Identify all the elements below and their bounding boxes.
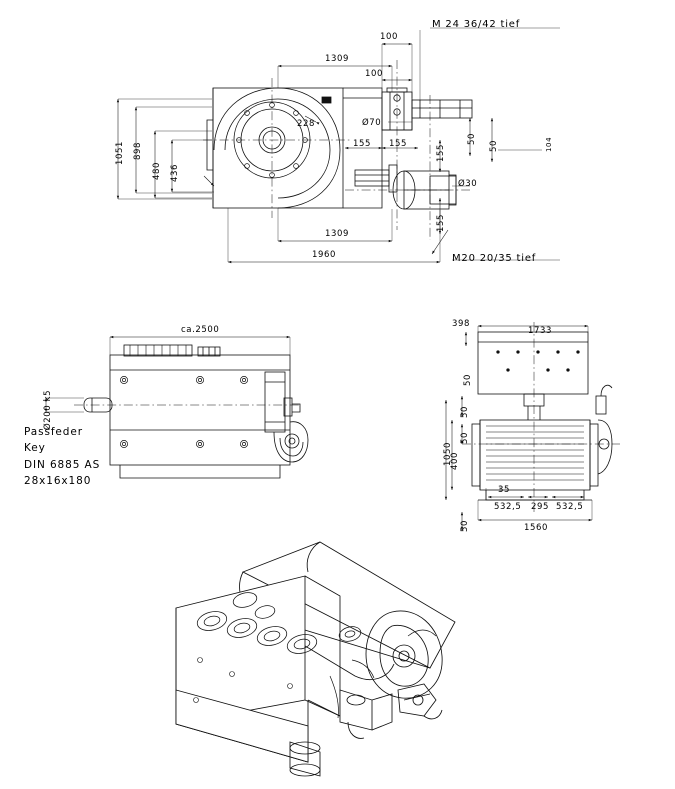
dim-480: 480	[152, 161, 162, 180]
dim-35: 35	[498, 485, 511, 495]
dim-295: 295	[531, 502, 550, 512]
dim-50-a-v3: 50	[463, 373, 473, 386]
dim-50-b: 50	[489, 139, 499, 152]
dim-1309-bottom: 1309	[325, 229, 350, 239]
view2-geometry	[74, 345, 308, 478]
dim-5325-a: 532,5	[494, 502, 522, 512]
dim-1309-top: 1309	[325, 54, 350, 64]
view2-dimensions	[46, 337, 290, 412]
dim-100-a: 100	[380, 32, 399, 42]
view3-dimensions	[443, 326, 592, 530]
dim-5325-b: 532,5	[556, 502, 584, 512]
dim-1733: 1733	[528, 326, 553, 336]
dim-228: 228	[297, 119, 316, 129]
dim-50-c-v3: 50	[460, 431, 470, 444]
keynote-passfeder	[24, 424, 100, 489]
view1-geometry	[203, 60, 472, 240]
note-thread-bottom: M20 20/35 tief	[452, 253, 537, 264]
dim-1560: 1560	[524, 523, 549, 533]
dim-398: 398	[452, 319, 471, 329]
dim-1050: 1050	[443, 441, 453, 466]
keynote-line-1: Passfeder	[24, 426, 83, 438]
dim-155-d: 155	[436, 213, 446, 232]
dim-155-c: 155	[436, 143, 446, 162]
view4-isometric-geometry	[176, 542, 455, 776]
dim-436: 436	[170, 163, 180, 182]
dim-d70: Ø70	[362, 118, 382, 128]
dim-155-b: 155	[389, 139, 408, 149]
dim-d30: Ø30	[458, 179, 478, 189]
dim-100-b: 100	[365, 69, 384, 79]
dim-50-d-v3: 50	[460, 519, 470, 532]
view3-geometry	[462, 322, 620, 512]
note-thread-top: M 24 36/42 tief	[432, 19, 521, 30]
keynote-line-4: 28x16x180	[24, 474, 92, 487]
dim-ca2500: ca.2500	[181, 325, 220, 335]
dim-1051: 1051	[115, 140, 125, 165]
keynote-line-2: Key	[24, 442, 46, 455]
dim-400: 400	[450, 451, 460, 470]
keynote-line-3: DIN 6885 AS	[24, 458, 101, 471]
dim-1960: 1960	[312, 250, 337, 260]
dim-155-a: 155	[353, 139, 372, 149]
dim-200k5: Ø200 k5	[43, 389, 53, 430]
dim-898: 898	[133, 141, 143, 160]
dim-104: 104	[545, 136, 553, 152]
dim-50-a: 50	[467, 132, 477, 145]
dim-50-b-v3: 50	[460, 405, 470, 418]
